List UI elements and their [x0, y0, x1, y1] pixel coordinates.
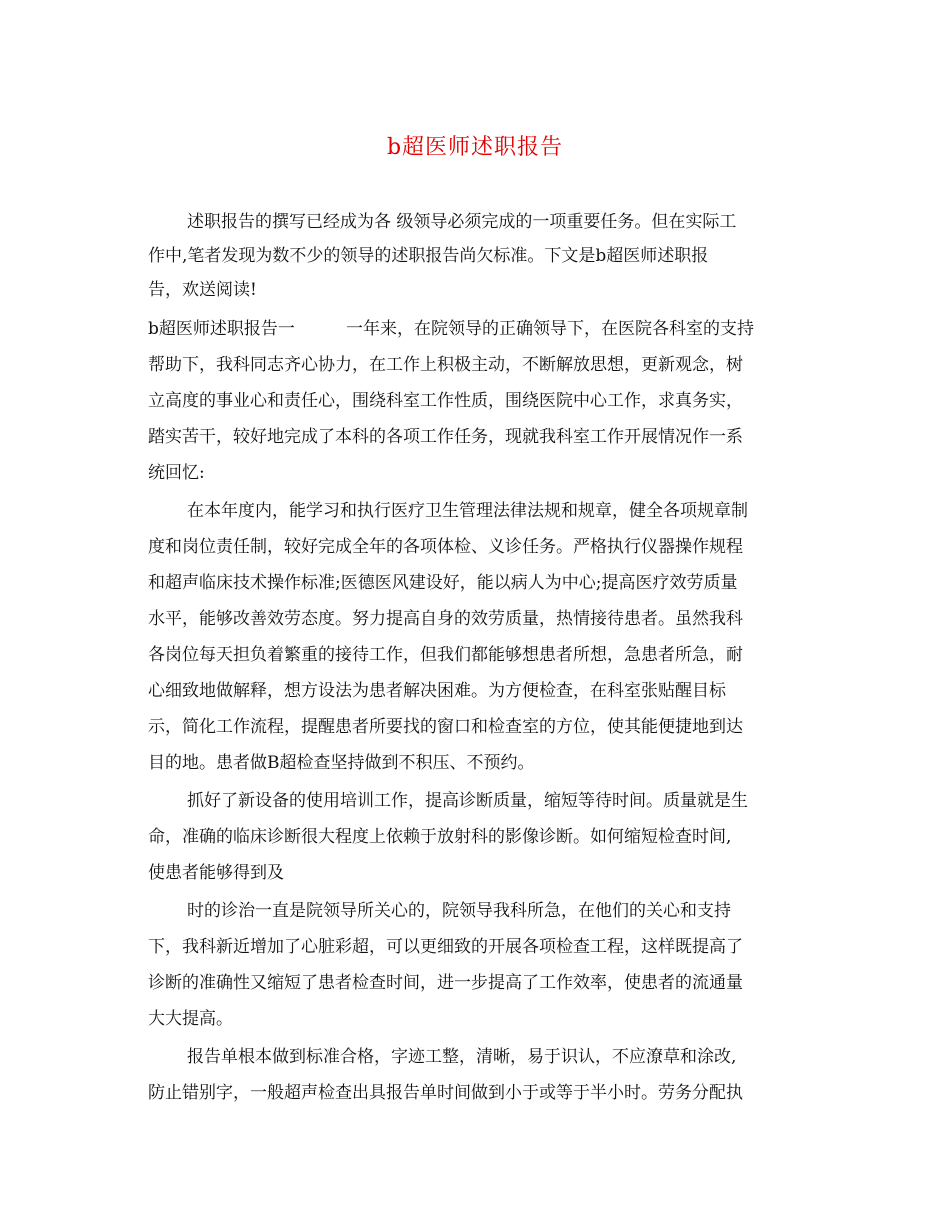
- para4-line-2: 下，我科新近增加了心脏彩超，可以更细致的开展各项检查工程，这样既提高了: [148, 937, 743, 957]
- para2-line-5: 各岗位每天担负着繁重的接待工作，但我们都能够想患者所想，急患者所急，耐: [148, 645, 743, 665]
- section1-line-2: 帮助下，我科同志齐心协力，在工作上积极主动，不断解放思想，更新观念，树: [148, 355, 743, 375]
- para2-line-4: 水平，能够改善效劳态度。努力提高自身的效劳质量，热情接待患者。虽然我科: [148, 609, 743, 629]
- para2-line-8: 目的地。患者做B超检查坚持做到不积压、不预约。: [148, 753, 535, 773]
- section-heading: b超医师述职报告一: [148, 319, 295, 339]
- section1-line-1: 一年来，在院领导的正确领导下，在医院各科室的支持: [346, 319, 754, 339]
- intro-line-2: 作中,笔者发现为数不少的领导的述职报告尚欠标准。下文是b超医师述职报: [148, 246, 709, 266]
- para2-line-1: 在本年度内，能学习和执行医疗卫生管理法律法规和规章，健全各项规章制: [187, 501, 748, 521]
- para5-line-1: 报告单根本做到标准合格，字迹工整，清晰，易于识认，不应潦草和涂改,: [187, 1047, 737, 1067]
- page-title: b超医师述职报告: [386, 135, 564, 160]
- para2-line-6: 心细致地做解释，想方设法为患者解决困难。为方便检查，在科室张贴醒目标: [148, 681, 726, 701]
- para2-line-2: 度和岗位责任制，较好完成全年的各项体检、义诊任务。严格执行仪器操作规程: [148, 537, 743, 557]
- para3-line-3: 使患者能够得到及: [148, 863, 284, 883]
- para3-line-2: 命，准确的临床诊断很大程度上依赖于放射科的影像诊断。如何缩短检查时间,: [148, 827, 732, 847]
- para3-line-1: 抓好了新设备的使用培训工作，提高诊断质量，缩短等待时间。质量就是生: [187, 791, 748, 811]
- section1-line-4: 踏实苦干，较好地完成了本科的各项工作任务，现就我科室工作开展情况作一系: [148, 427, 743, 447]
- intro-line-1: 述职报告的撰写已经成为各 级领导必须完成的一项重要任务。但在实际工: [187, 212, 737, 232]
- intro-line-3: 告，欢送阅读!: [148, 280, 257, 300]
- para4-line-3: 诊断的准确性又缩短了患者检查时间，进一步提高了工作效率，使患者的流通量: [148, 973, 743, 993]
- para5-line-2: 防止错别字，一般超声检查出具报告单时间做到小于或等于半小时。劳务分配执: [148, 1083, 743, 1103]
- para2-line-7: 示，简化工作流程，提醒患者所要找的窗口和检查室的方位，使其能便捷地到达: [148, 717, 743, 737]
- para4-line-4: 大大提高。: [148, 1009, 233, 1029]
- para4-line-1: 时的诊治一直是院领导所关心的，院领导我科所急，在他们的关心和支持: [187, 901, 731, 921]
- para2-line-3: 和超声临床技术操作标准;医德医风建设好，能以病人为中心;提高医疗效劳质量: [148, 573, 738, 593]
- section1-line-3: 立高度的事业心和责任心，围绕科室工作性质，围绕医院中心工作，求真务实，: [148, 391, 743, 411]
- section1-line-5: 统回忆:: [148, 463, 205, 483]
